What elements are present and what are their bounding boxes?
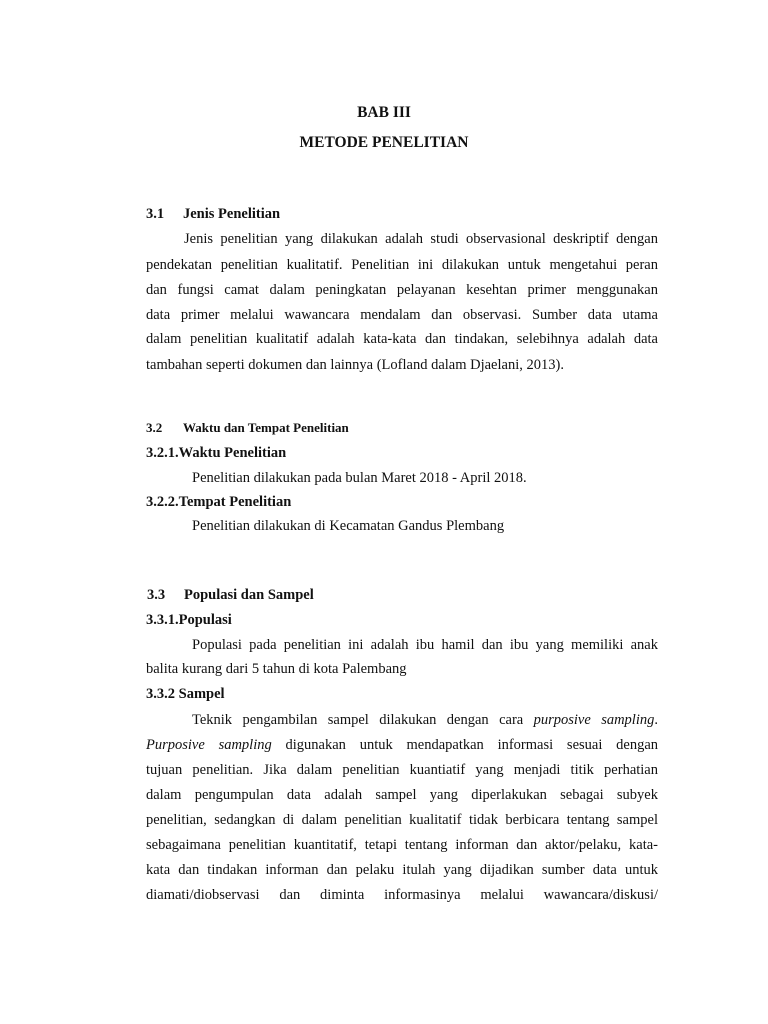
section-number: 3.3 bbox=[147, 587, 166, 603]
subsection-title: Tempat Penelitian bbox=[178, 494, 292, 510]
italic-term: purposive sampling bbox=[533, 712, 655, 728]
section-title: Populasi dan Sampel bbox=[184, 587, 314, 603]
text-run: digunakan untuk mendapatkan informasi sesuai dengan bbox=[271, 737, 659, 753]
section-number: 3.2 bbox=[146, 420, 163, 435]
paragraph-line: penelitian, sedangkan di dalam penelitian kualitatif tidak berbicara tentang sampel bbox=[146, 812, 658, 828]
section-title: Waktu dan Tempat Penelitian bbox=[183, 420, 349, 435]
paragraph-line: pendekatan penelitian kualitatif. Penelitian ini dilakukan untuk mengetahui peran bbox=[146, 257, 658, 273]
subsection-title: Populasi bbox=[178, 612, 232, 628]
section-heading-3-3 bbox=[147, 586, 314, 604]
subsection-number: 3.2.2. bbox=[146, 494, 179, 510]
italic-term: Purposive sampling bbox=[146, 737, 272, 753]
paragraph-line: dalam pengumpulan data adalah sampel yang diperlakukan sebagai subyek bbox=[146, 787, 658, 803]
subsection-heading-3-3-2: 3.3.2 Sampel bbox=[146, 686, 225, 702]
text-run: Teknik pengambilan sampel dilakukan dengan cara bbox=[192, 712, 534, 728]
subsection-heading-3-2-1 bbox=[146, 444, 286, 462]
paragraph-line bbox=[192, 711, 658, 729]
section-number: 3.1 bbox=[146, 206, 165, 222]
text-run: . bbox=[654, 712, 658, 728]
subsection-number: 3.2.1. bbox=[146, 445, 179, 461]
paragraph-line: Jenis penelitian yang dilakukan adalah studi observasional deskriptif dengan bbox=[184, 231, 658, 247]
paragraph-line: dalam penelitian kualitatif adalah kata-kata dan tindakan, selebihnya adalah data bbox=[146, 331, 658, 347]
subsection-heading-3-2-2 bbox=[146, 493, 291, 511]
subsection-title: Waktu Penelitian bbox=[178, 445, 287, 461]
paragraph-line: sebagaimana penelitian kuantitatif, tetapi tentang informan dan aktor/pelaku, kata- bbox=[146, 837, 658, 853]
paragraph-line: Penelitian dilakukan pada bulan Maret 2018 - April 2018. bbox=[192, 470, 527, 486]
paragraph-line: Penelitian dilakukan di Kecamatan Gandus Plembang bbox=[192, 518, 505, 534]
paragraph-line bbox=[146, 736, 658, 754]
section-title: Jenis Penelitian bbox=[183, 206, 281, 222]
paragraph-line: Populasi pada penelitian ini adalah ibu hamil dan ibu yang memiliki anak bbox=[192, 637, 658, 653]
section-heading-3-2 bbox=[146, 419, 349, 437]
chapter-number: BAB III bbox=[357, 104, 411, 121]
paragraph-line: data primer melalui wawancara mendalam dan observasi. Sumber data utama bbox=[146, 307, 658, 323]
paragraph-line: balita kurang dari 5 tahun di kota Palembang bbox=[146, 661, 407, 677]
chapter-title: METODE PENELITIAN bbox=[299, 134, 469, 151]
section-heading-3-1 bbox=[146, 205, 280, 223]
subsection-number: 3.3.1. bbox=[146, 612, 179, 628]
subsection-heading-3-3-1 bbox=[146, 611, 232, 629]
paragraph-line: diamati/diobservasi dan diminta informasinya melalui wawancara/diskusi/ bbox=[146, 887, 658, 903]
paragraph-line: dan fungsi camat dalam peningkatan pelayanan kesehtan primer menggunakan bbox=[146, 282, 658, 298]
paragraph-line: tujuan penelitian. Jika dalam penelitian kuantiatif yang menjadi titik perhatian bbox=[146, 762, 658, 778]
paragraph-line: tambahan seperti dokumen dan lainnya (Lofland dalam Djaelani, 2013). bbox=[146, 357, 564, 373]
paragraph-line: kata dan tindakan informan dan pelaku itulah yang dijadikan sumber data untuk bbox=[146, 862, 658, 878]
